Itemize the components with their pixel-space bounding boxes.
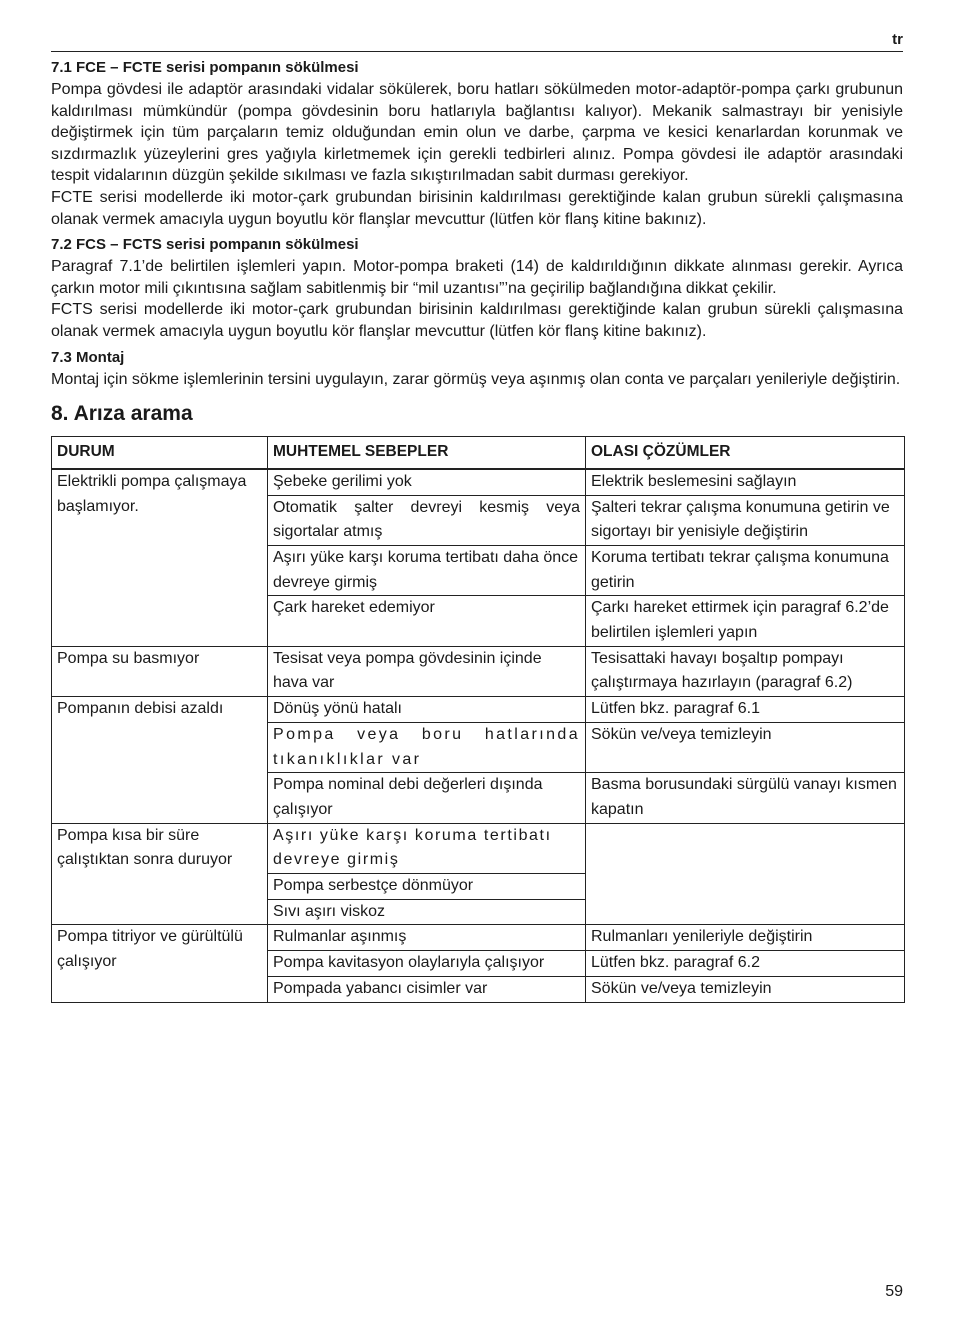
sebep-cell: Pompa veya boru hatlarında tıkanıklıklar var — [268, 722, 586, 772]
troubleshooting-table — [51, 436, 905, 1002]
cozum-cell: Koruma tertibatı tekrar çalışma konumuna getirin — [586, 545, 905, 595]
table-row — [52, 925, 905, 951]
section-8-title: 8. Arıza arama — [51, 402, 193, 426]
section-7-1-title: 7.1 FCE – FCTE serisi pompanın sökülmesi — [51, 59, 359, 76]
sebep-cell: Aşırı yüke karşı koruma tertibatı devreye girmiş — [268, 823, 586, 873]
cozum-cell: Elektrik beslemesini sağlayın — [586, 469, 905, 495]
section-7-2-paragraph-1: Paragraf 7.1’de belirtilen işlemleri yapın. Motor-pompa braketi (14) de kaldırıldığının dikkate alınması gerekir. Ayrıca çarkın motor mili çıkıntısına sağlam sabitlenmiş bir “mil uzantısı”’na geçirilip bağlandığına dikkat çekilir. — [51, 258, 903, 297]
section-7-3-title: 7.3 Montaj — [51, 348, 125, 366]
sebep-cell: Dönüş yönü hatalı — [268, 697, 586, 723]
table-header-row — [52, 437, 905, 469]
durum-cell: Pompa su basmıyor — [52, 646, 268, 696]
section-7-3-paragraph-1: Montaj için sökme işlemlerinin tersini uygulayın, zarar görmüş veya aşınmış olan conta ve parçaları yenileriyle değiştirin. — [51, 370, 901, 388]
table-row — [52, 697, 905, 723]
language-tag: tr — [892, 31, 903, 48]
cozum-cell: Sökün ve/veya temizleyin — [586, 976, 905, 1002]
table-row — [52, 823, 905, 873]
durum-cell: Pompa titriyor ve gürültülü çalışıyor — [52, 925, 268, 1002]
page-content — [51, 57, 903, 1003]
section-7-1-paragraph-2: FCTE serisi modellerde iki motor-çark grubundan birisinin kaldırılması gerektiğinde kalan grubun sürekli çalışmasına olanak vermek amacıyla uygun boyutlu kör flanşlar mevcuttur (lütfen kör flanş kitine bakınız). — [51, 188, 903, 228]
cozum-cell: Basma borusundaki sürgülü vanayı kısmen kapatın — [586, 773, 905, 823]
header-olasi-cozumler: OLASI ÇÖZÜMLER — [586, 437, 905, 469]
cozum-cell — [586, 823, 905, 925]
table-row — [52, 469, 905, 495]
page-number: 59 — [885, 1283, 903, 1300]
cozum-cell: Çarkı hareket ettirmek için paragraf 6.2’de belirtilen işlemleri yapın — [586, 596, 905, 646]
sebep-cell: Pompa serbestçe dönmüyor — [268, 874, 586, 900]
sebep-cell: Aşırı yüke karşı koruma tertibatı daha önce devreye girmiş — [268, 545, 586, 595]
section-7-1-paragraph-1: Pompa gövdesi ile adaptör arasındaki vidalar sökülerek, boru hatları sökülmeden motor-adaptör-pompa çarkı grubunun kaldırılması mümkündür (pompa gövdesinin boru hatlarıyla bağlantısı kalıyor). Mekanik salmastrayı bir yenisiyle değiştirmek için tüm parçaların temiz olduğundan emin olun ve darbe, çarpma ve kesici kenarlardan korunmak ve sızdırmazlık yüzeylerini gres yağıyla kirletmemek için gerekli tedbirleri alınız. Pompa gövdesi ile adaptör arasındaki tespit vidalarının düzgün şekilde sıkılması ve fazla sıkıştırılmadan sabit durması gerekiyor. — [51, 81, 903, 185]
sebep-cell: Pompada yabancı cisimler var — [268, 976, 586, 1002]
sebep-cell: Rulmanlar aşınmış — [268, 925, 586, 951]
section-7-2-paragraph-2: FCTS serisi modellerde iki motor-çark grubundan birisinin kaldırılması gerektiğinde kalan grubun sürekli çalışmasına olanak vermek amacıyla uygun boyutlu kör flanşlar mevcuttur (lütfen kör flanş kitine bakınız). — [51, 301, 903, 340]
sebep-cell: Tesisat veya pompa gövdesinin içinde hava var — [268, 646, 586, 696]
sebep-cell: Pompa kavitasyon olaylarıyla çalışıyor — [268, 951, 586, 977]
durum-cell: Pompa kısa bir süre çalıştıktan sonra duruyor — [52, 823, 268, 925]
sebep-cell: Sıvı aşırı viskoz — [268, 899, 586, 925]
header-rule — [51, 51, 903, 52]
sebep-cell: Çark hareket edemiyor — [268, 596, 586, 646]
cozum-cell: Tesisattaki havayı boşaltıp pompayı çalıştırmaya hazırlayın (paragraf 6.2) — [586, 646, 905, 696]
sebep-cell: Pompa nominal debi değerleri dışında çalışıyor — [268, 773, 586, 823]
durum-cell: Elektrikli pompa çalışmaya başlamıyor. — [52, 469, 268, 646]
header-muhtemel-sebepler: MUHTEMEL SEBEPLER — [268, 437, 586, 469]
sebep-cell: Şebeke gerilimi yok — [268, 469, 586, 495]
cozum-cell: Lütfen bkz. paragraf 6.2 — [586, 951, 905, 977]
cozum-cell: Lütfen bkz. paragraf 6.1 — [586, 697, 905, 723]
cozum-cell: Rulmanları yenileriyle değiştirin — [586, 925, 905, 951]
header-durum: DURUM — [52, 437, 268, 469]
table-row — [52, 646, 905, 696]
section-7-2-title: 7.2 FCS – FCTS serisi pompanın sökülmesi — [51, 236, 359, 254]
durum-cell: Pompanın debisi azaldı — [52, 697, 268, 824]
sebep-cell: Otomatik şalter devreyi kesmiş veya sigortalar atmış — [268, 495, 586, 545]
cozum-cell: Şalteri tekrar çalışma konumuna getirin ve sigortayı bir yenisiyle değiştirin — [586, 495, 905, 545]
cozum-cell: Sökün ve/veya temizleyin — [586, 722, 905, 772]
